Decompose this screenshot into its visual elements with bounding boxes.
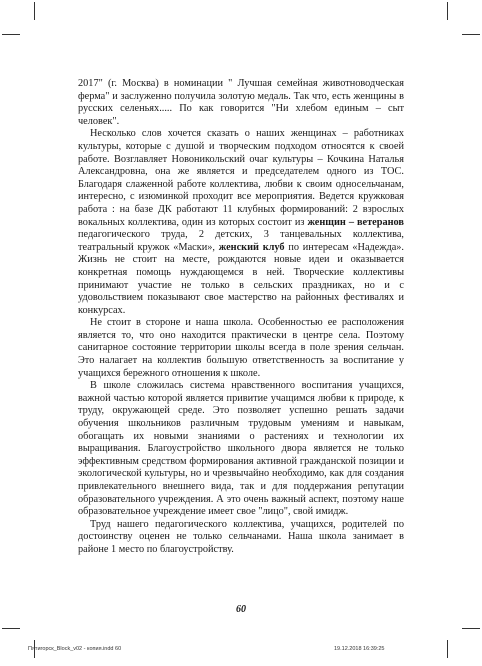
crop-mark-top-right-v	[447, 2, 448, 20]
paragraph	[78, 519, 404, 557]
paragraph	[78, 380, 404, 519]
text-run: 2017" (г. Москва) в номинации " Лучшая семейная животноводческая ферма" и заслуженно получила золотую медаль. Так что, есть женщины в русских селеньях..... По как говорится "Ни хлебом единым – сыт человек".	[78, 78, 404, 127]
paragraph	[78, 78, 404, 128]
text-run: педагогического труда, 2 детских, 3 танцевальных коллектива, театральный кружок «Маски»,	[78, 229, 404, 253]
paragraph	[78, 317, 404, 380]
text-run: Не стоит в стороне и наша школа. Особенностью ее расположения является то, что оно находится практически в центре села. Поэтому санитарное состояние территории школы всегда в поле зрения сельчан. Это налагает на коллектив большую ответственность за воспитание у учащихся бережного отношения к школе.	[78, 317, 404, 379]
text-run: Несколько слов хочется сказать о наших женщинах – работниках культуры, которые с душой и творческим подходом относятся к своей работе. Возглавляет Новоникольский очаг культуры – Кочкина Наталья Александровна, она же является и председателем одного из ТОС. Благодаря слаженной работе коллектива, любви к своим односельчанам, интересно, с изюминкой проходит все мероприятия. Ведется кружковая работа : на базе ДК работают 11 клубных формирований: 2 взрослых вокальных коллектива, один из которых состоит из	[78, 128, 404, 228]
text-run: Труд нашего педагогического коллектива, учащихся, родителей по достоинству оценен не только сельчанами. Наша школа занимает в районе 1 место по благоустройству.	[78, 518, 404, 555]
bold-phrase: женщин – ветеранов	[307, 216, 404, 228]
page-number: 60	[236, 604, 246, 615]
footer-timestamp: 19.12.2018 16:39:25	[334, 646, 385, 652]
crop-mark-bottom-right-v	[447, 640, 448, 658]
paragraph	[78, 128, 404, 317]
footer-file-label: Пятигорск_Block_v02 - копия.indd 60	[28, 646, 122, 652]
crop-mark-top-right-h	[462, 34, 480, 35]
crop-mark-top-left-v	[34, 2, 35, 20]
text-run: В школе сложилась система нравственного воспитания учащихся, важной частью которой является привитие учащимся любви к природе, к труду, окружающей среде. Это позволяет успешно решать задачи обучения школьников различным трудовым умениям и навыкам, обогащать их новыми знаниями о растениях и технологии их выращивания. Благоустройство школьного двора является не только эффективным средством формирования активной гражданской позиции и экологической культуры, но и чрезвычайно необходимо, как для создания привлекательного внешнего вида, так и для поддержания репутации образовательного учреждения. А это очень важный аспект, поэтому наше образовательное учреждение имеет свое "лицо", свой имидж.	[78, 380, 404, 518]
crop-mark-bottom-left-h	[2, 628, 20, 629]
crop-mark-top-left-h	[2, 34, 20, 35]
bold-phrase: женский клуб	[218, 241, 285, 253]
text-run: по интересам «Надежда». Жизнь не стоит на месте, рождаются новые идеи и оказывается конкретная помощь нуждающемся в ней. Творческие коллективы принимают участие не только в сельских праздниках, но и с удовольствием показывают свое мастерство на районных фестивалях и конкурсах.	[78, 241, 404, 316]
crop-mark-bottom-right-h	[462, 628, 480, 629]
page-body-text	[78, 78, 404, 557]
